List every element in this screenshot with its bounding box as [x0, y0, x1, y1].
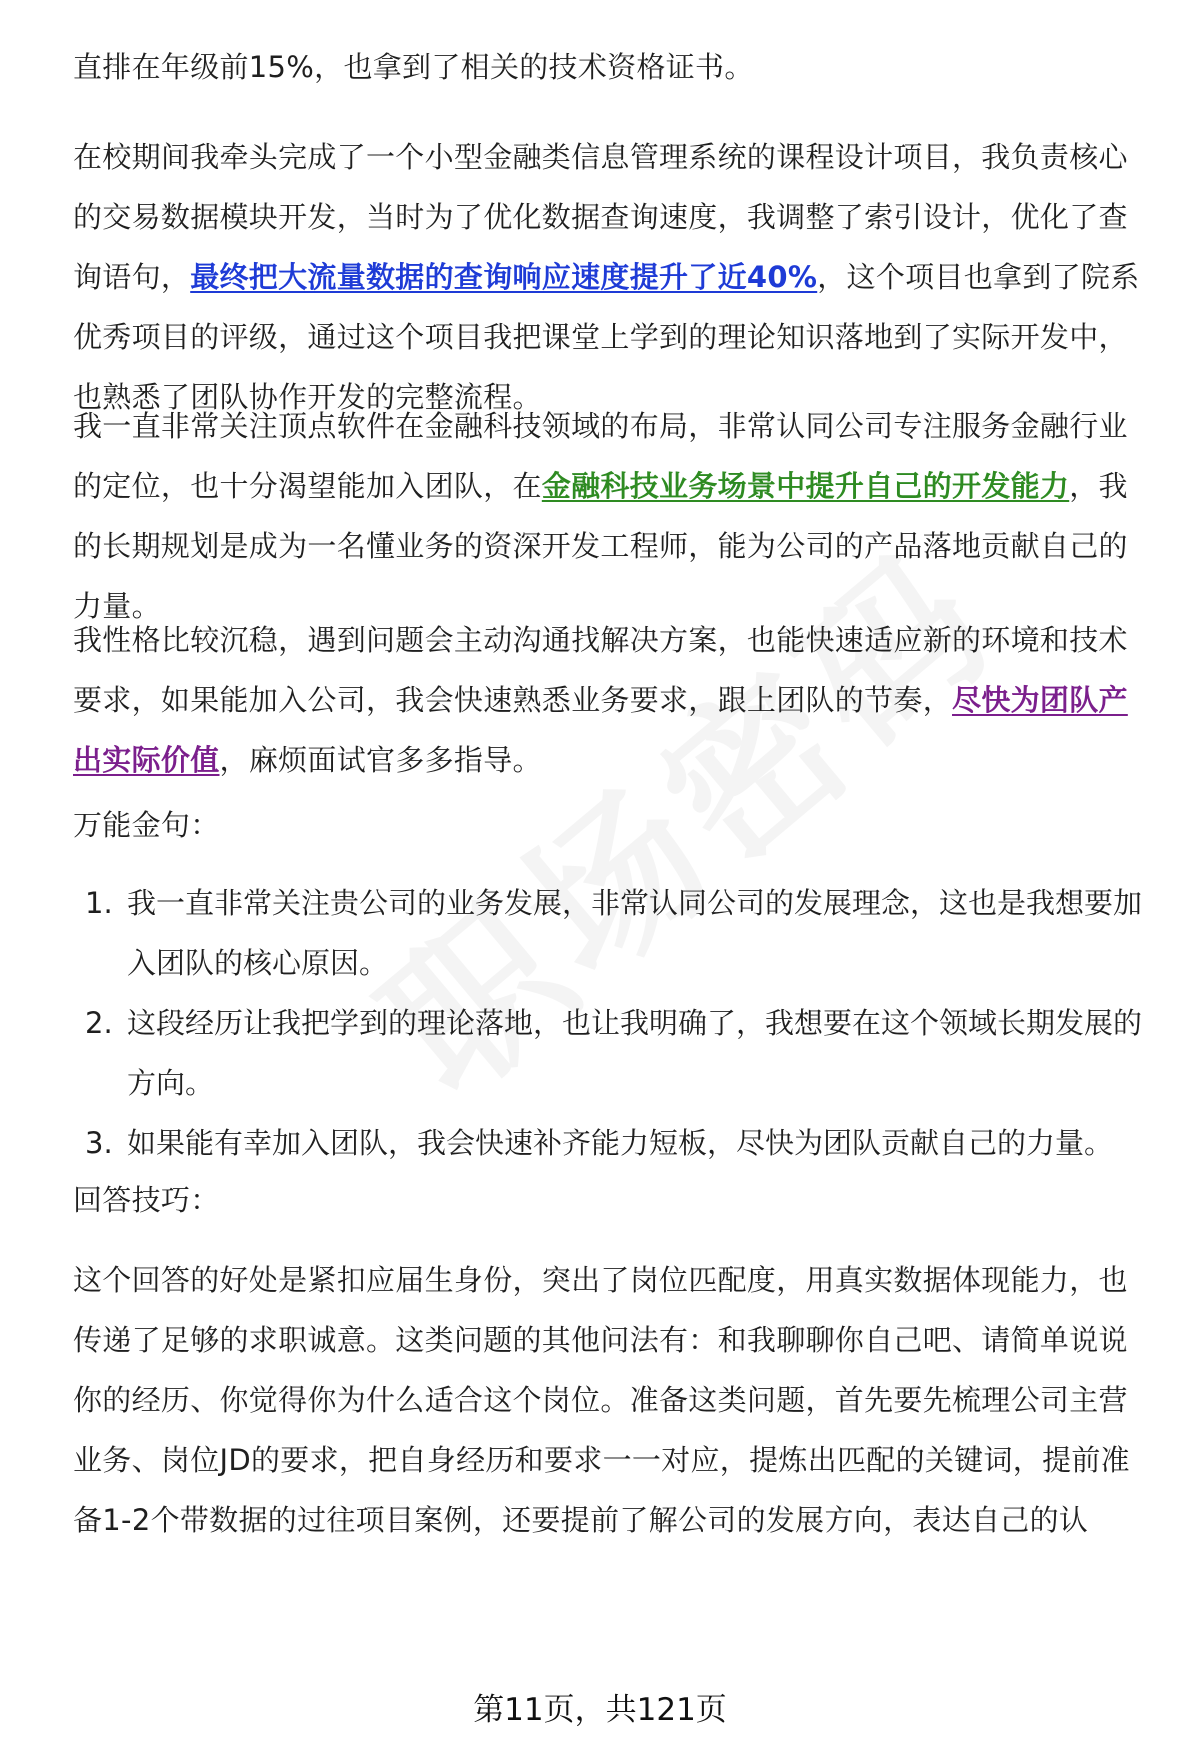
list-item-text: 我一直非常关注贵公司的业务发展，非常认同公司的发展理念，这也是我想要加入团队的核心原因。 — [127, 886, 1143, 980]
list-number: 3. — [85, 1126, 113, 1160]
page-number: 第11页，共121页 — [473, 1692, 727, 1728]
heading-text: 万能金句： — [73, 808, 220, 842]
list-number: 1. — [85, 886, 113, 920]
golden-sentence-list — [73, 873, 1153, 1173]
heading-text: 回答技巧： — [73, 1183, 220, 1217]
paragraph-text: ，这个项目也拿到了院系优秀项目的评级，通过这个项目我把课堂上学到的理论知识落地到了实际开发中，也熟悉了团队协作开发的完整流程。 — [73, 260, 1140, 414]
list-item-text: 这段经历让我把学到的理论落地，也让我明确了，我想要在这个领域长期发展的方向。 — [127, 1006, 1143, 1100]
list-item — [73, 873, 1153, 993]
paragraph-text: 在校期间我牵头完成了一个小型金融类信息管理系统的课程设计项目，我负责核心的交易数据模块开发，当时为了优化数据查询速度，我调整了索引设计，优化了查询语句， — [73, 140, 1128, 294]
list-number: 2. — [85, 1006, 113, 1040]
list-item — [73, 1113, 1153, 1173]
paragraph-intro-end — [73, 37, 1153, 97]
highlight-blue: 最终把大流量数据的查询响应速度提升了近40% — [190, 260, 818, 294]
paragraph-project — [73, 127, 1153, 427]
heading-golden-sentences — [73, 795, 1153, 855]
paragraph-text: 直排在年级前15%，也拿到了相关的技术资格证书。 — [73, 50, 754, 84]
paragraph-text: 我一直非常关注顶点软件在金融科技领域的布局，非常认同公司专注服务金融行业的定位，也十分渴望能加入团队，在 — [73, 409, 1128, 503]
list-item — [73, 993, 1153, 1113]
paragraph-tips — [73, 1250, 1153, 1550]
paragraph-personality — [73, 610, 1153, 790]
paragraph-text: 这个回答的好处是紧扣应届生身份，突出了岗位匹配度，用真实数据体现能力，也传递了足够的求职诚意。这类问题的其他问法有：和我聊聊你自己吧、请简单说说你的经历、你觉得你为什么适合这个岗位。准备这类问题，首先要先梳理公司主营业务、岗位JD的要求，把自身经历和要求一一对应，提炼出匹配的关键词，提前准备1-2个带数据的过往项目案例，还要提前了解公司的发展方向，表达自己的认 — [73, 1263, 1130, 1537]
heading-answer-tips — [73, 1170, 1153, 1230]
highlight-green: 金融科技业务场景中提升自己的开发能力 — [541, 469, 1070, 503]
paragraph-company-fit — [73, 396, 1153, 636]
highlight-purple: 尽快为团队产出实际价值 — [73, 683, 1128, 777]
paragraph-text: ，麻烦面试官多多指导。 — [219, 743, 542, 777]
paragraph-text: ，我的长期规划是成为一名懂业务的资深开发工程师，能为公司的产品落地贡献自己的力量。 — [73, 469, 1128, 623]
list-item-text: 如果能有幸加入团队，我会快速补齐能力短板，尽快为团队贡献自己的力量。 — [127, 1126, 1114, 1160]
page-number-footer — [0, 1690, 1200, 1730]
paragraph-text: 我性格比较沉稳，遇到问题会主动沟通找解决方案，也能快速适应新的环境和技术要求，如果能加入公司，我会快速熟悉业务要求，跟上团队的节奏， — [73, 623, 1128, 717]
